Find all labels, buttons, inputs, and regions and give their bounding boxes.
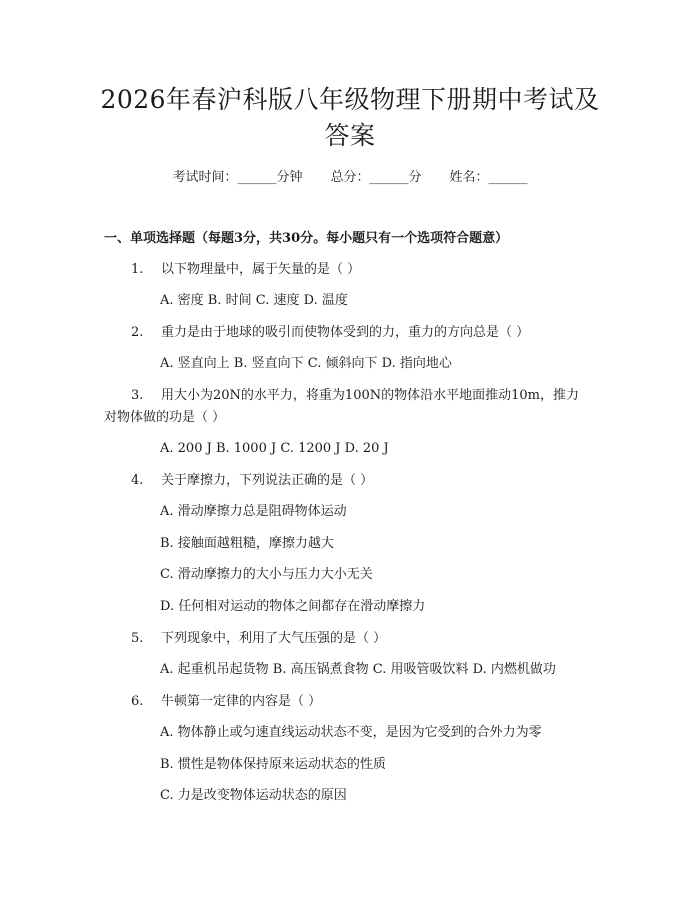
- question-text: 以下物理量中，属于矢量的是（ ）: [161, 262, 361, 277]
- question-1: [131, 260, 360, 280]
- question-3-options: A. 200 J B. 1000 J C. 1200 J D. 20 J: [160, 441, 389, 456]
- question-6-option-a: A. 物体静止或匀速直线运动状态不变，是因为它受到的合外力为零: [160, 725, 542, 740]
- question-text: 下列现象中，利用了大气压强的是（ ）: [161, 631, 387, 646]
- question-number: 6.: [131, 694, 144, 709]
- question-4-option-a: A. 滑动摩擦力总是阻碍物体运动: [160, 504, 347, 519]
- question-number: 5.: [131, 631, 144, 646]
- question-4-option-d: D. 任何相对运动的物体之间都存在滑动摩擦力: [160, 599, 426, 614]
- question-number: 3.: [131, 388, 144, 403]
- question-4: [131, 471, 373, 491]
- question-5: [131, 629, 386, 649]
- exam-title-line-1: 2026年春沪科版八年级物理下册期中考试及: [100, 85, 600, 114]
- student-name-field: 姓名：______: [449, 170, 528, 185]
- exam-time-field: 考试时间：______分钟: [172, 170, 303, 185]
- question-number: 4.: [131, 473, 144, 488]
- question-6-option-b: B. 惯性是物体保持原来运动状态的性质: [160, 757, 386, 772]
- question-4-option-b: B. 接触面越粗糙，摩擦力越大: [160, 536, 334, 551]
- question-6: [131, 692, 321, 712]
- question-3-text-continued: 对物体做的功是（ ）: [104, 410, 226, 425]
- question-number: 2.: [131, 325, 144, 340]
- question-2-options: A. 竖直向上 B. 竖直向下 C. 倾斜向下 D. 指向地心: [160, 356, 452, 371]
- question-number: 1.: [131, 262, 144, 277]
- question-text: 关于摩擦力，下列说法正确的是（ ）: [161, 473, 374, 488]
- question-5-options: A. 起重机吊起货物 B. 高压锅煮食物 C. 用吸管吸饮料 D. 内燃机做功: [160, 662, 556, 677]
- section-heading-single-choice: 一、单项选择题（每题3分，共30分。每小题只有一个选项符合题意）: [104, 231, 509, 246]
- question-3: [131, 386, 579, 406]
- question-1-options: A. 密度 B. 时间 C. 速度 D. 温度: [160, 293, 348, 308]
- question-text: 用大小为20N的水平力，将重为100N的物体沿水平地面推动10m，推力: [161, 388, 579, 403]
- question-6-option-c: C. 力是改变物体运动状态的原因: [160, 788, 347, 803]
- question-text: 重力是由于地球的吸引而使物体受到的力，重力的方向总是（ ）: [161, 325, 530, 340]
- question-2: [131, 323, 529, 343]
- exam-meta: [0, 168, 700, 188]
- question-text: 牛顿第一定律的内容是（ ）: [161, 694, 322, 709]
- total-score-field: 总分：______分: [330, 170, 422, 185]
- question-4-option-c: C. 滑动摩擦力的大小与压力大小无关: [160, 567, 373, 582]
- exam-title-line-2: 答案: [324, 121, 376, 150]
